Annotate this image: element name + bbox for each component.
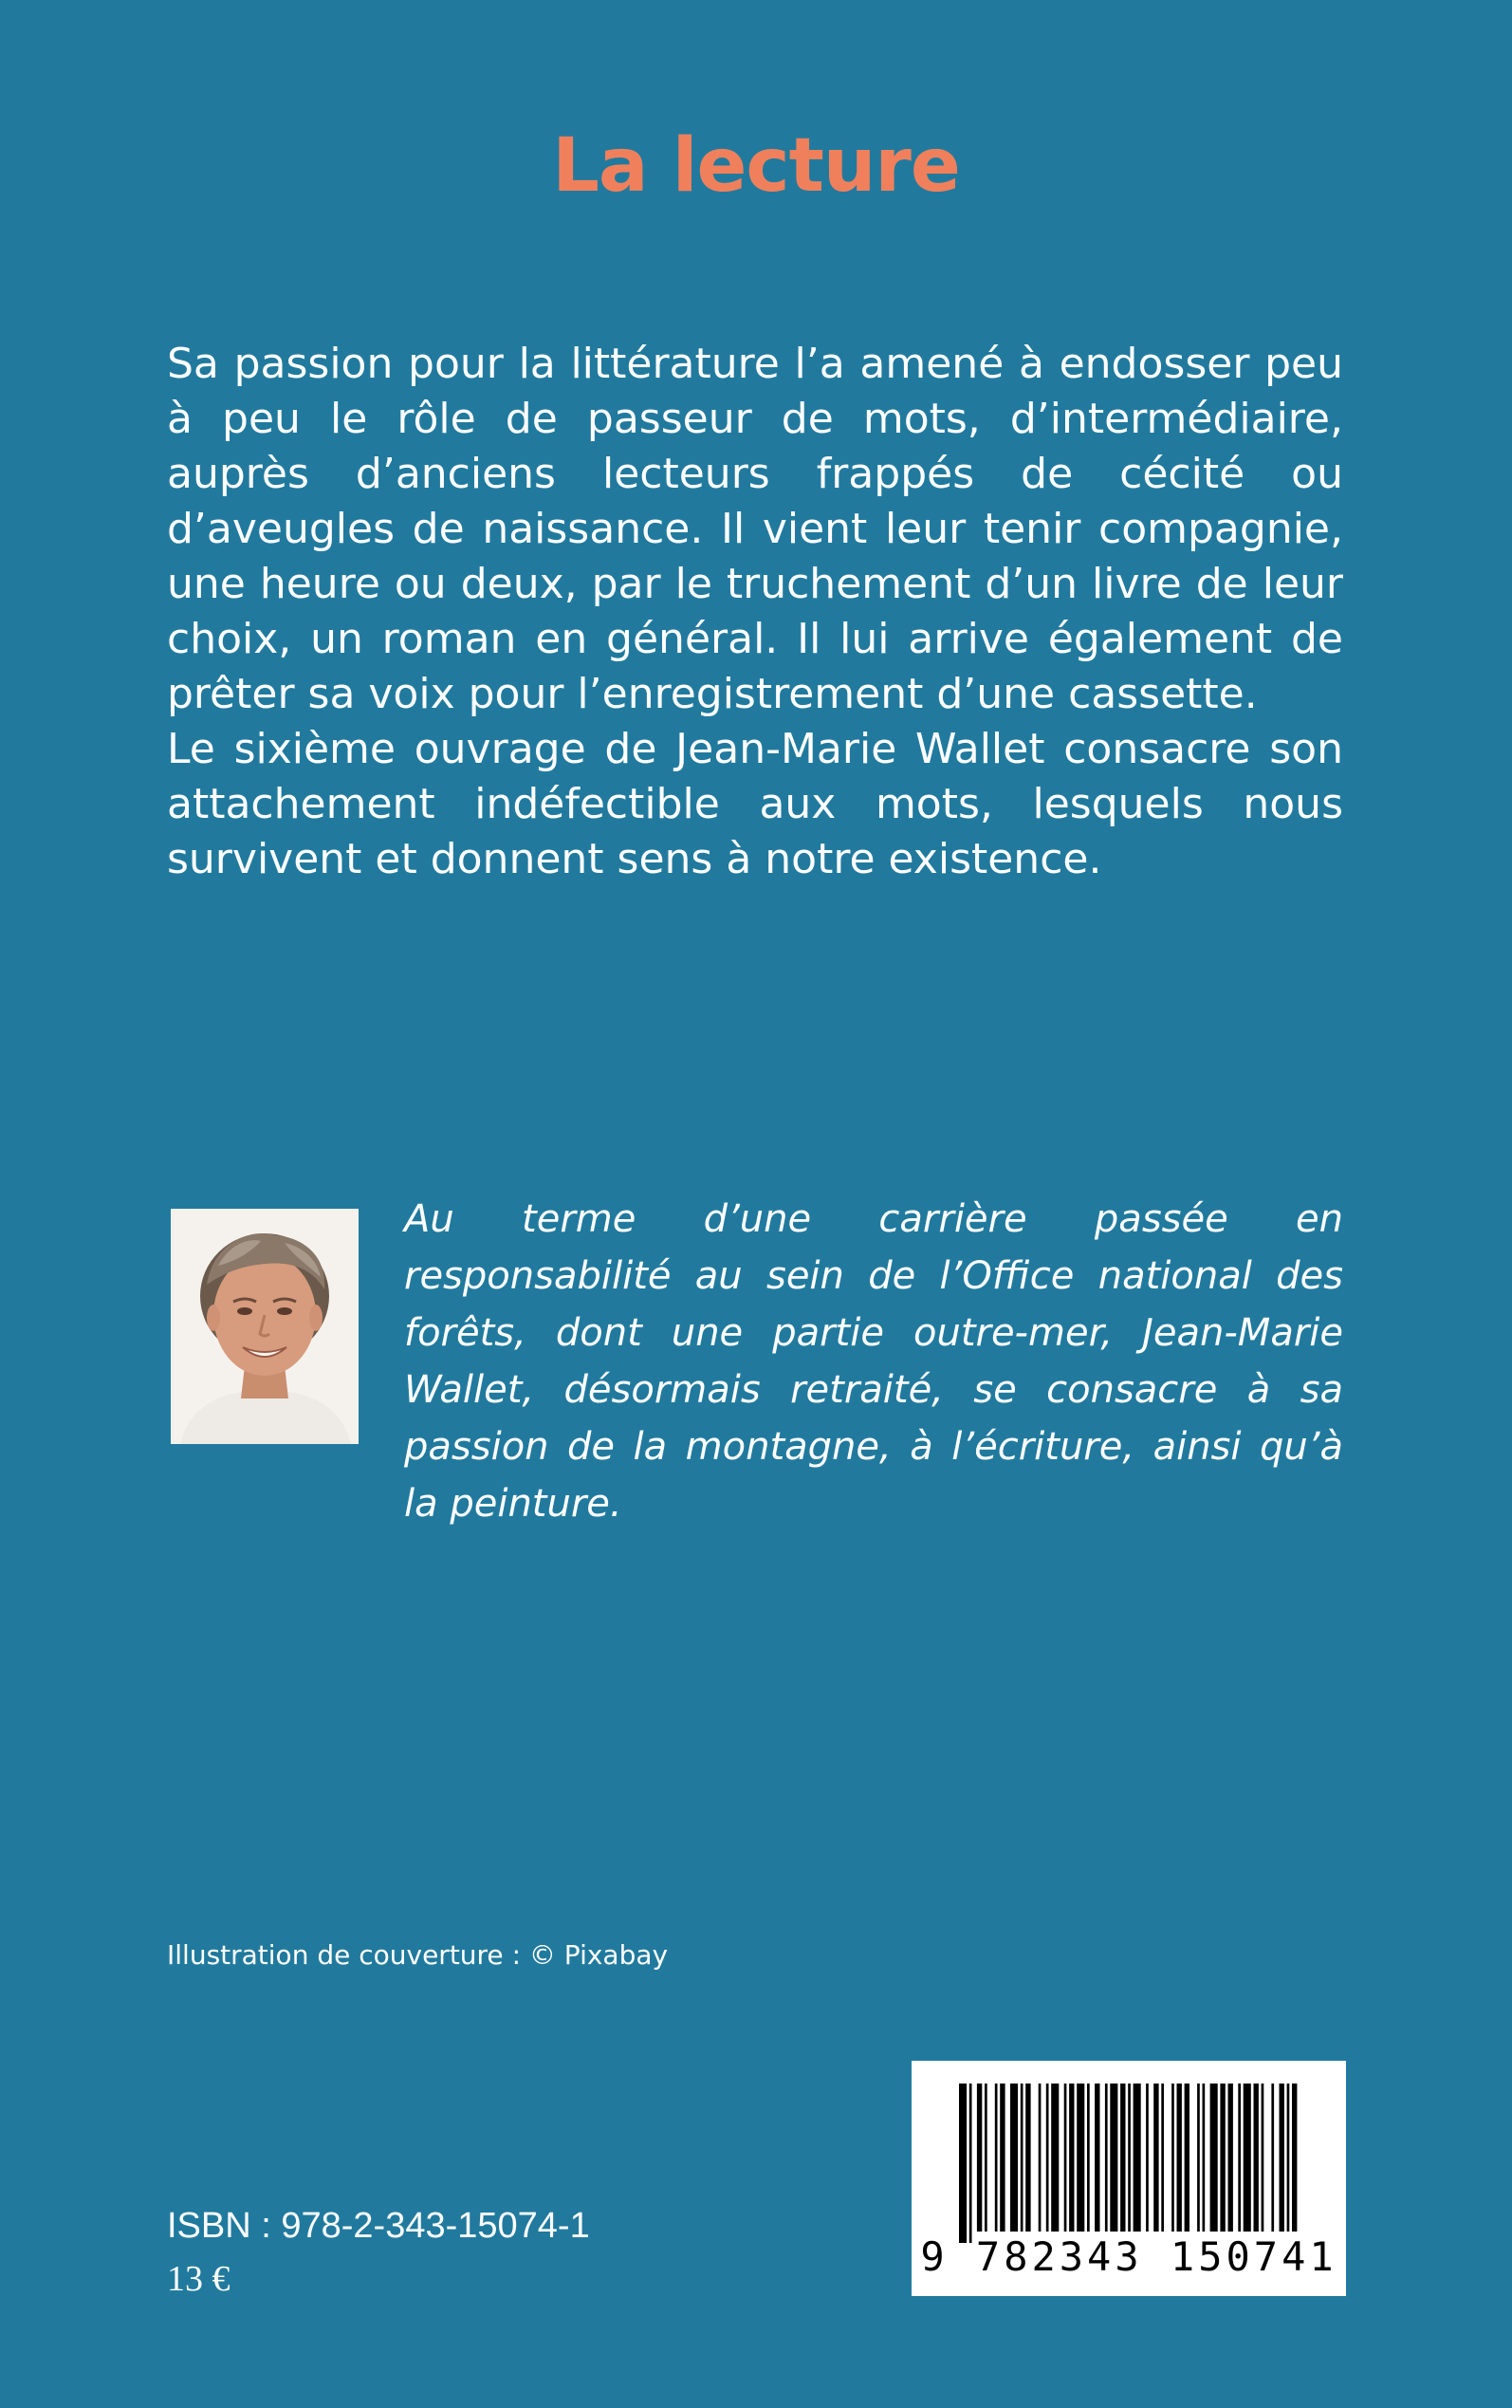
barcode-bar — [1069, 2084, 1074, 2232]
barcode-bar — [969, 2084, 972, 2243]
barcode-bar — [1280, 2084, 1284, 2232]
barcode-bar — [1095, 2084, 1099, 2232]
isbn-barcode — [912, 2061, 1346, 2296]
summary-paragraph-2: Le sixième ouvrage de Jean-Marie Wallet consacre son attachement indéfectible aux mots, lesquels nous survivent et donnent sens à notre existence. — [167, 725, 1343, 883]
barcode-bar — [1197, 2084, 1200, 2232]
barcode-bar — [1220, 2084, 1225, 2232]
barcode-bar — [1210, 2084, 1218, 2232]
barcode-bar — [1177, 2084, 1182, 2232]
barcode-bar — [1228, 2084, 1233, 2232]
isbn-number: ISBN : 978-2-343-15074-1 — [167, 2206, 590, 2246]
barcode-bar — [1185, 2084, 1189, 2232]
barcode-bar — [1153, 2084, 1158, 2232]
barcode-bar — [1238, 2084, 1241, 2232]
back-cover-summary — [167, 337, 1343, 887]
barcode-bar — [1287, 2084, 1290, 2232]
barcode-bar — [1244, 2084, 1251, 2232]
barcode-bar — [977, 2084, 982, 2232]
barcode-bar — [1010, 2084, 1018, 2232]
cover-illustration-credit: Illustration de couverture : © Pixabay — [167, 1939, 669, 1971]
barcode-bar — [1120, 2084, 1125, 2232]
barcode-digits: 9 782343 150741 — [920, 2233, 1337, 2280]
barcode-bar — [1077, 2084, 1084, 2232]
barcode-bar — [1262, 2084, 1264, 2232]
barcode-bar — [1051, 2084, 1059, 2232]
barcode-bar — [1025, 2084, 1030, 2232]
barcode-bar — [1046, 2084, 1049, 2232]
barcode-bar — [1105, 2084, 1108, 2232]
barcode-bar — [1146, 2084, 1149, 2232]
barcode-bar — [985, 2084, 987, 2232]
barcode-bar — [1292, 2084, 1297, 2232]
barcode-bar — [1171, 2084, 1174, 2232]
barcode-bar — [1021, 2084, 1023, 2232]
author-photo — [171, 1209, 359, 1444]
book-title: La lecture — [552, 123, 960, 209]
barcode-bar — [995, 2084, 998, 2232]
barcode-bar — [1110, 2084, 1117, 2232]
author-portrait-image — [171, 1209, 359, 1444]
barcode-bar — [1000, 2084, 1005, 2232]
barcode-bar — [1128, 2084, 1131, 2232]
barcode-bar — [1161, 2084, 1164, 2232]
summary-paragraph-1: Sa passion pour la littérature l’a amené à endosser peu à peu le rôle de passeur de mots, d’intermédiaire, auprès d’anciens lecteurs frappés de cécité ou d’aveugles de naissance. Il vient leur tenir compagnie, une heure ou deux, par le truchement d’un livre de leur choix, un roman en général. Il lui arrive également de prêter sa voix pour l’enregistrement d’une cassette. — [167, 340, 1343, 718]
barcode-bar — [1254, 2084, 1259, 2232]
barcode-bar — [959, 2084, 967, 2243]
barcode-bar — [1064, 2084, 1067, 2232]
price: 13 € — [167, 2259, 230, 2299]
barcode-bar — [1087, 2084, 1090, 2232]
barcode-bar — [1271, 2084, 1274, 2232]
barcode-bar — [1203, 2084, 1206, 2232]
barcode-bar — [1134, 2084, 1141, 2232]
author-bio: Au terme d’une carrière passée en responsabilité au sein de l’Office national des forêts, dont une partie outre-mer, Jean-Marie Wallet, désormais retraité, se consacre à sa passion de la montagne, à l’écriture, ainsi qu’à la peinture. — [404, 1197, 1343, 1526]
barcode-bar — [1039, 2084, 1042, 2232]
